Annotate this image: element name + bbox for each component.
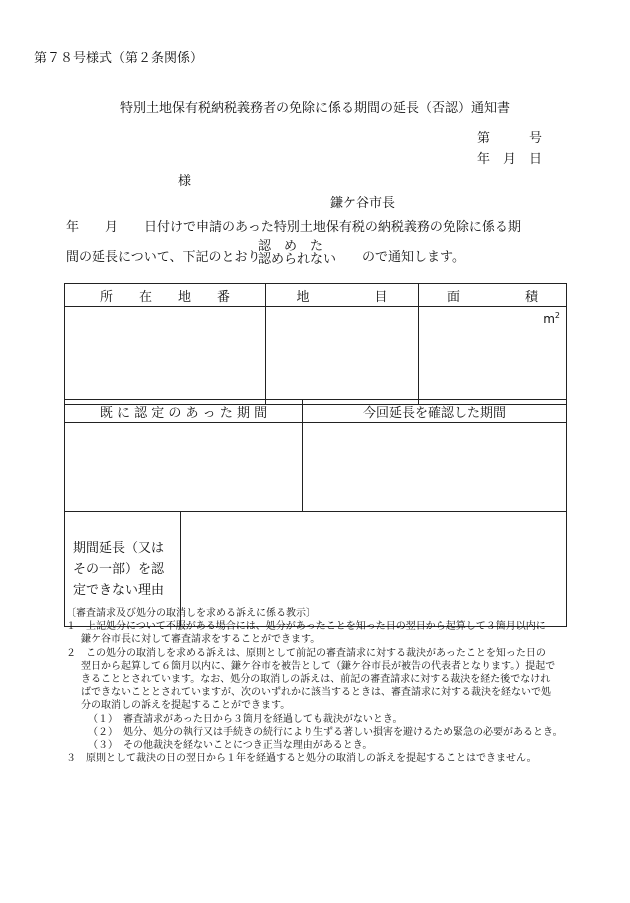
notes-heading: 〔審査請求及び処分の取消しを求める訴えに係る教示〕 [66,608,316,619]
cell-certified-period[interactable] [65,423,303,512]
header-certified-period: 既 に 認 定 の あ っ た 期 間 [65,400,303,423]
note-2-line-3: きることとされています。なお、処分の取消しの訴えは、前記の審査請求に対する裁決を経た後でなけれ [81,674,551,686]
header-extension-period: 今回延長を確認した期間 [303,400,567,423]
area-unit: m [543,312,555,326]
header-land-type: 地 目 [266,284,419,307]
note-1-line-1: １ 上記処分について不服がある場合には、処分があったことを知った日の翌日から起算して３箇月以内に [66,621,546,633]
issuer-name: 鎌ケ谷市長 [330,196,396,211]
note-2-line-4: ばできないこととされていますが、次のいずれかに該当するときは、審査請求に対する裁決を経ないで処 [81,687,551,699]
cell-extension-period[interactable] [303,423,567,512]
note-2-line-5: 分の取消しの訴えを提起することができます。 [81,700,291,712]
body-line-2-before: 間の延長について、下記のとおり [66,250,261,265]
note-2-sub-2: （２） 処分、処分の執行又は手続きの続行により生ずる著しい損害を避けるため緊急の必要があるとき。 [88,726,563,738]
document-number-line: 第 号 [477,131,543,146]
header-location: 所 在 地 番 [65,284,266,307]
body-line-1: 年 月 日付けで申請のあった特別土地保有税の納税義務の免除に係る期 [66,220,521,235]
note-2-sub-3: （３） その他裁決を経ないことにつき正当な理由があるとき。 [88,740,373,752]
cell-location[interactable] [65,307,266,405]
period-table [64,399,567,512]
form-number: 第７８号様式（第２条関係） [34,51,204,66]
document-title: 特別土地保有税納税義務者の免除に係る期間の延長（否認）通知書 [119,101,510,116]
addressee-suffix: 様 [178,174,192,189]
header-area: 面 積 [419,284,567,307]
body-line-2-after: ので通知します。 [362,250,465,265]
appeal-notes [66,607,563,765]
note-2-line-1: ２ この処分の取消しを求める訴えは、原則として前記の審査請求に対する裁決があったことを知った日の [66,647,546,659]
choice-not-approved: 認められない [258,252,337,267]
reason-label: 期間延長（又はその一部）を認定できない理由 [65,512,181,627]
document-date-line: 年 月 日 [477,152,543,167]
choice-approved: 認 め た [258,239,324,254]
area-unit-exponent: 2 [554,311,560,320]
cell-area[interactable] [419,307,567,405]
note-3: ３ 原則として裁決の日の翌日から１年を経過すると処分の取消しの訴えを提起することはできません。 [66,753,537,765]
note-2-sub-1: （１） 審査請求があった日から３箇月を経過しても裁決がないとき。 [88,713,403,725]
note-1-line-2: 鎌ケ谷市長に対して審査請求をすることができます。 [81,634,321,646]
cell-land-type[interactable] [266,307,419,405]
land-table [64,283,567,405]
note-2-line-2: 翌日から起算して６箇月以内に、鎌ケ谷市を被告として（鎌ケ谷市長が被告の代表者となります。）提起で [81,660,556,672]
